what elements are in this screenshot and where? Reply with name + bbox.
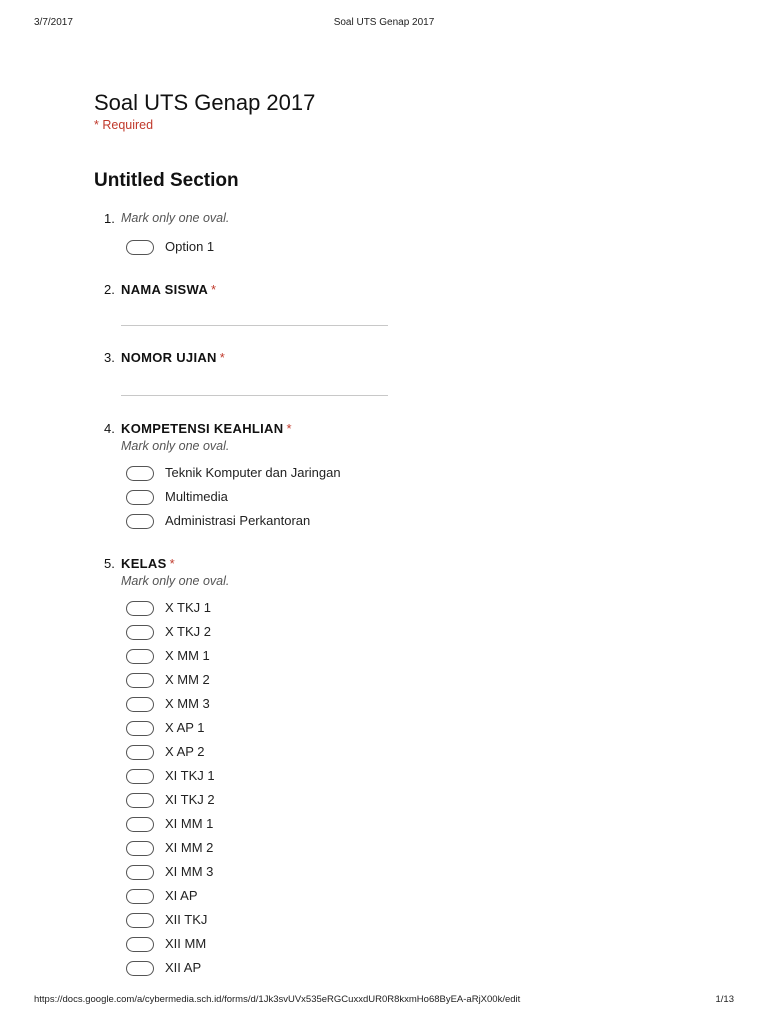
form-title: Soal UTS Genap 2017 [94,90,316,115]
radio-oval[interactable] [126,673,154,688]
radio-oval[interactable] [126,625,154,640]
radio-oval[interactable] [126,649,154,664]
print-doc-title: Soal UTS Genap 2017 [333,17,435,28]
option-label: Multimedia [165,489,228,504]
question-4-hint: Mark only one oval. [121,439,230,453]
print-date: 3/7/2017 [34,17,73,28]
question-3-label [104,350,225,365]
question-4-label [104,421,292,436]
option-label: XI MM 2 [165,840,214,855]
option-label: XII TKJ [165,912,208,927]
required-star: * [211,282,217,297]
nama-siswa-input[interactable] [121,325,388,326]
required-star: * [286,421,292,436]
question-title: KELAS [121,556,167,571]
option-label: X MM 1 [165,648,210,663]
required-star: * [169,556,175,571]
question-5-label [104,556,175,571]
question-number: 5. [104,556,115,571]
option-label: Administrasi Perkantoran [165,513,311,528]
question-number: 2. [104,282,115,297]
radio-oval[interactable] [126,817,154,832]
nomor-ujian-input[interactable] [121,395,388,396]
option-label: XII AP [165,960,202,975]
option-label: XI MM 1 [165,816,214,831]
radio-oval[interactable] [126,865,154,880]
option-label: X AP 1 [165,720,205,735]
required-star: * [219,350,225,365]
radio-oval[interactable] [126,601,154,616]
required-note: * Required [94,118,154,132]
question-1-hint: Mark only one oval. [121,211,230,225]
question-number: 1. [104,211,115,226]
print-footer [0,994,768,1008]
question-number: 4. [104,421,115,436]
option-label: X MM 3 [165,696,210,711]
radio-oval[interactable] [126,889,154,904]
option-label: Option 1 [165,239,215,254]
radio-oval[interactable] [126,240,154,255]
radio-oval[interactable] [126,913,154,928]
option-label: X TKJ 1 [165,600,212,615]
question-title: NAMA SISWA [121,282,209,297]
radio-oval[interactable] [126,961,154,976]
option-label: Teknik Komputer dan Jaringan [165,465,341,480]
option-label: XI MM 3 [165,864,214,879]
radio-oval[interactable] [126,697,154,712]
print-url: https://docs.google.com/a/cybermedia.sch.id/forms/d/1Jk3svUVx535eRGCuxxdUR0R8kxmHo68ByEA-aRjX00k/edit [34,994,521,1005]
radio-oval[interactable] [126,745,154,760]
print-header [0,17,768,31]
radio-oval[interactable] [126,769,154,784]
question-5-hint: Mark only one oval. [121,574,230,588]
radio-oval[interactable] [126,490,154,505]
question-2-label [104,282,216,297]
page-number: 1/13 [715,994,734,1005]
radio-oval[interactable] [126,793,154,808]
radio-oval[interactable] [126,937,154,952]
option-label: XII MM [165,936,207,951]
question-title: KOMPETENSI KEAHLIAN [121,421,284,436]
option-label: XI AP [165,888,198,903]
section-title: Untitled Section [94,170,239,191]
radio-oval[interactable] [126,514,154,529]
question-1-label [104,211,121,226]
question-title: NOMOR UJIAN [121,350,217,365]
radio-oval[interactable] [126,466,154,481]
option-label: X MM 2 [165,672,210,687]
option-label: XI TKJ 1 [165,768,215,783]
option-label: XI TKJ 2 [165,792,215,807]
radio-oval[interactable] [126,721,154,736]
radio-oval[interactable] [126,841,154,856]
question-number: 3. [104,350,115,365]
option-label: X TKJ 2 [165,624,212,639]
option-label: X AP 2 [165,744,205,759]
